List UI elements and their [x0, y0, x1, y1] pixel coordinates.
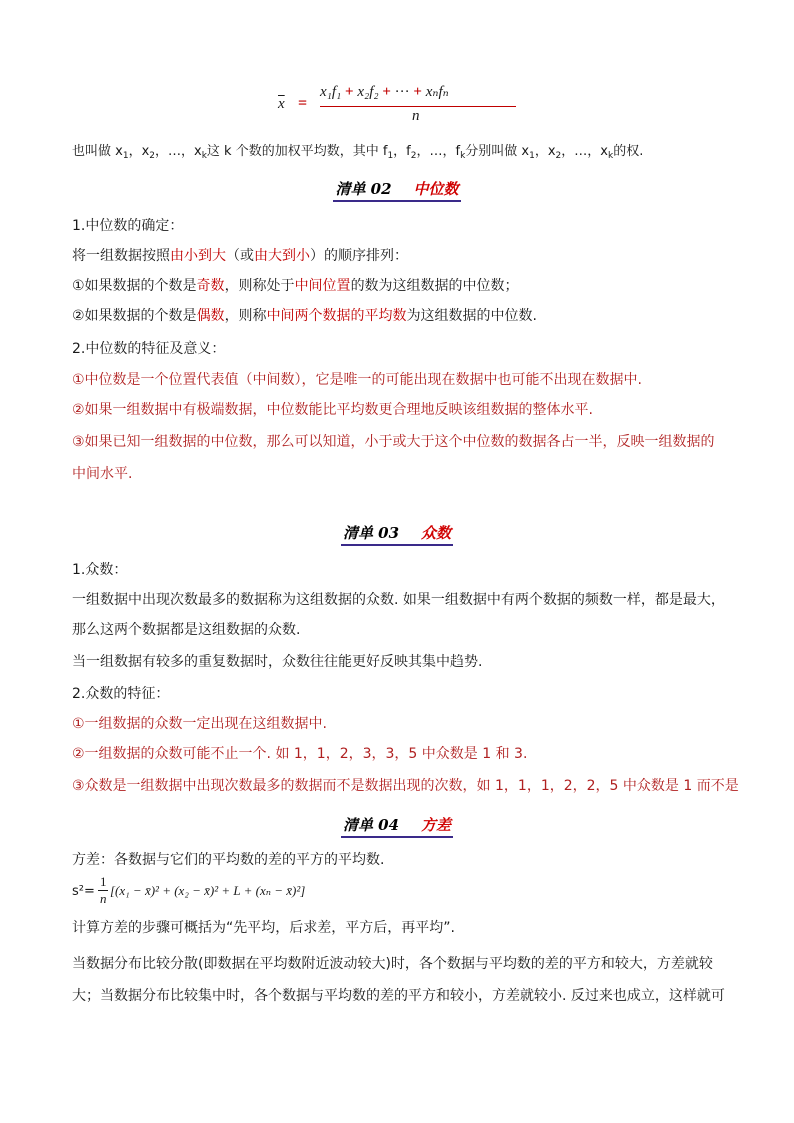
text: 将一组数据按照	[72, 248, 170, 264]
median-line-1	[72, 246, 408, 266]
variance-formula	[72, 874, 372, 914]
median-line-2	[72, 276, 519, 296]
heading-box	[333, 178, 460, 202]
formula-equals: =	[298, 95, 308, 112]
text: ，则称	[224, 308, 267, 324]
numerator-term-n: xₙfₙ	[425, 84, 449, 100]
desc-part: ，x	[128, 144, 150, 159]
highlight: 奇数	[196, 278, 225, 294]
heading-box	[341, 522, 453, 546]
heading-box	[341, 814, 453, 838]
numerator-term-1: x₁f₁	[320, 84, 342, 100]
median-point-1: ①中位数是一个位置代表值（中间数），它是唯一的可能出现在数据中也可能不出现在数据中.	[72, 372, 642, 388]
variance-body: [(x₁ − x̄)² + (x₂ − x̄)² + L + (xₙ − x̄)²]	[110, 883, 306, 898]
median-subtitle-1: 1.中位数的确定：	[72, 218, 184, 234]
weighted-mean-description: 也叫做 $x_1$，$x_2$，…，$x_k$这 k 个数的加权平均数，其中 $f_1$，$f_2$，…，$f_k$分别叫做 $x_1$，$x_2$，…，$x_k$的权.	[72, 144, 644, 161]
highlight: 偶数	[196, 308, 225, 324]
mode-point-1: ①一组数据的众数一定出现在这组数据中.	[72, 716, 327, 732]
numerator-dots: ···	[394, 84, 410, 100]
mode-line-2: 当一组数据有较多的重复数据时，众数往往能更好反映其集中趋势.	[72, 654, 483, 670]
desc-part: ，f	[393, 144, 411, 159]
variance-line-1: 当数据分布比较分散(即数据在平均数附近波动较大)时，各个数据与平均数的差的平方和较大，方差就较	[72, 956, 713, 972]
mode-subtitle-1: 1.众数：	[72, 562, 128, 578]
text: 的数为这组数据的中位数；	[350, 278, 519, 294]
variance-line-2: 大；当数据分布比较集中时，各个数据与平均数的差的平方和较小，方差就较小. 反过来也成立，这样就可	[72, 988, 725, 1004]
section-heading-mode	[0, 522, 794, 546]
highlight: 中间两个数据的平均数	[266, 308, 407, 324]
heading-number: 清单 02	[335, 180, 392, 198]
variance-steps: 计算方差的步骤可概括为“先平均，后求差，平方后，再平均”.	[72, 920, 455, 936]
median-point-3: ③如果已知一组数据的中位数，那么可以知道，小于或大于这个中位数的数据各占一半，反映一组数据的	[72, 434, 715, 450]
median-subtitle-2: 2.中位数的特征及意义：	[72, 341, 226, 357]
numerator-plus-1: +	[345, 84, 354, 100]
numerator-term-2: x₂f₂	[357, 84, 379, 100]
median-point-2: ②如果一组数据中有极端数据，中位数能比平均数更合理地反映该组数据的整体水平.	[72, 402, 593, 418]
highlight: 中间位置	[294, 278, 351, 294]
desc-part: ，x	[534, 144, 556, 159]
text: ②如果数据的个数是	[72, 308, 197, 324]
desc-part: 分别叫做 x	[465, 144, 530, 159]
mode-line-1a: 一组数据中出现次数最多的数据称为这组数据的众数. 如果一组数据中有两个数据的频数一样，都是最大，	[72, 592, 725, 608]
numerator-plus-2: +	[382, 84, 391, 100]
desc-part: 这 k 个数的加权平均数，其中 f	[206, 144, 388, 159]
variance-n: n	[100, 891, 107, 906]
variance-one: 1	[100, 874, 107, 889]
heading-number: 清单 03	[342, 524, 400, 542]
median-line-3	[72, 306, 537, 326]
section-heading-median	[0, 178, 794, 202]
desc-part: ，…，x	[561, 144, 608, 159]
heading-topic: 方差	[421, 816, 452, 834]
highlight: 由小到大	[170, 248, 226, 264]
desc-part: 也叫做 x	[72, 144, 123, 159]
fraction-bar	[320, 106, 516, 107]
highlight: 由大到小	[254, 248, 310, 264]
desc-part: 的权.	[613, 144, 644, 159]
numerator-plus-3: +	[413, 84, 422, 100]
mode-line-1b: 那么这两个数据都是这组数据的众数.	[72, 622, 301, 638]
mode-point-2: ②一组数据的众数可能不止一个. 如 1，1，2，3，3，5 中众数是 1 和 3.	[72, 746, 528, 762]
variance-lhs: s²=	[72, 884, 95, 899]
text: 为这组数据的中位数.	[406, 308, 538, 324]
text: ，则称处于	[224, 278, 295, 294]
desc-part: ，…，f	[416, 144, 461, 159]
formula-lhs-xbar: $\overline{x}$	[278, 96, 285, 112]
weighted-mean-formula	[276, 80, 536, 130]
mode-subtitle-2: 2.众数的特征：	[72, 686, 170, 702]
text: ）的顺序排列：	[310, 248, 408, 264]
section-heading-variance	[0, 814, 794, 838]
desc-part: ，…，x	[155, 144, 202, 159]
heading-topic: 中位数	[413, 180, 459, 198]
formula-numerator	[320, 82, 449, 101]
heading-number: 清单 04	[342, 816, 400, 834]
median-point-3-cont: 中间水平.	[72, 466, 133, 482]
mode-point-3: ③众数是一组数据中出现次数最多的数据而不是数据出现的次数，如 1，1，1，2，2，5 中众数是 1 而不是	[72, 778, 739, 794]
variance-definition: 方差：各数据与它们的平均数的差的平方的平均数.	[72, 852, 385, 868]
text: ①如果数据的个数是	[72, 278, 197, 294]
formula-denominator: n	[412, 108, 420, 124]
heading-topic: 众数	[421, 524, 452, 542]
text: （或	[226, 248, 254, 264]
